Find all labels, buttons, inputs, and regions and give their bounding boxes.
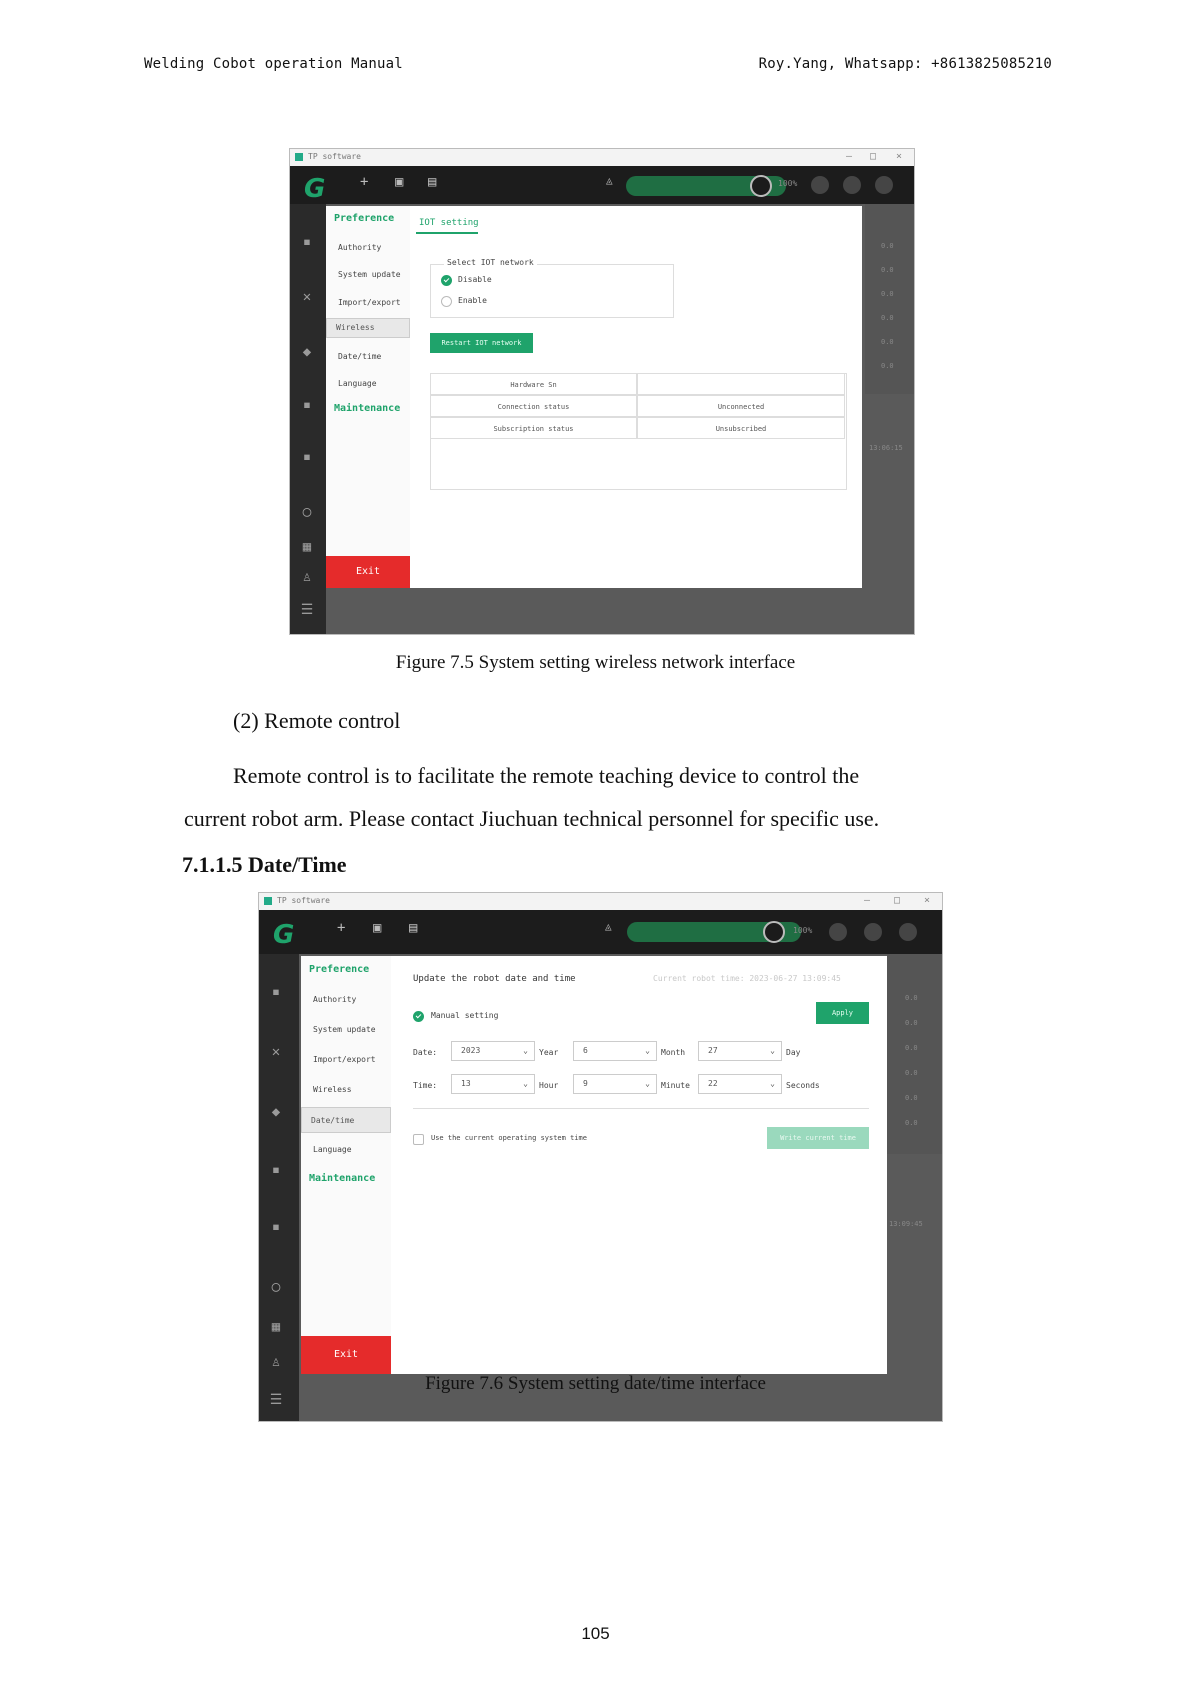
- exit-button[interactable]: Exit: [301, 1336, 391, 1374]
- new-icon[interactable]: +: [360, 174, 369, 190]
- chevron-down-icon: ⌄: [523, 1079, 528, 1088]
- right-value: 0.0: [905, 1019, 918, 1027]
- table-cell: Unconnected: [637, 395, 845, 417]
- tab-iot-setting[interactable]: IOT setting: [419, 218, 479, 228]
- figure-caption: Figure 7.6 System setting date/time interface: [425, 1373, 766, 1394]
- program-icon[interactable]: ▪: [302, 234, 312, 250]
- nav-item-language[interactable]: Language: [338, 379, 377, 388]
- speed-slider-knob[interactable]: [750, 175, 772, 197]
- chevron-down-icon: ⌄: [770, 1046, 775, 1055]
- menu-icon[interactable]: ☰: [300, 602, 314, 618]
- close-icon[interactable]: ×: [923, 895, 930, 906]
- new-icon[interactable]: +: [337, 920, 346, 936]
- right-value: 0.0: [881, 314, 894, 322]
- divider: [413, 1108, 869, 1109]
- run-button[interactable]: [829, 923, 847, 941]
- app-small-logo-icon: [264, 897, 272, 905]
- config-icon[interactable]: ✕: [271, 1044, 281, 1060]
- teach-icon[interactable]: ◆: [302, 344, 312, 360]
- page-number: 105: [581, 1624, 610, 1643]
- log-icon[interactable]: ▪: [302, 449, 312, 465]
- right-value: 0.0: [881, 362, 894, 370]
- top-toolbar: [290, 166, 914, 204]
- settings-dialog: [326, 206, 862, 588]
- date-label: Date:: [413, 1048, 438, 1057]
- user-icon[interactable]: ♙: [271, 1354, 281, 1370]
- nav-heading-preference[interactable]: Preference: [334, 213, 395, 224]
- right-value: 0.0: [905, 1044, 918, 1052]
- day-value: 27: [708, 1046, 718, 1055]
- right-values-column: [887, 954, 942, 1228]
- radio-enable[interactable]: [441, 296, 452, 307]
- paragraph-line: current robot arm. Please contact Jiuchuan technical personnel for specific use.: [184, 806, 880, 831]
- nav-item-date-time[interactable]: Date/time: [338, 352, 382, 361]
- app-small-logo-icon: [295, 153, 303, 161]
- nav-item-authority[interactable]: Authority: [313, 995, 357, 1004]
- radio-disable-label: Disable: [458, 275, 492, 284]
- nav-item-language[interactable]: Language: [313, 1145, 352, 1154]
- settings-nav: [326, 206, 410, 588]
- window-title: TP software: [308, 152, 361, 161]
- second-unit: Seconds: [786, 1081, 820, 1090]
- right-time: 13:06:15: [869, 444, 903, 452]
- day-select[interactable]: [698, 1041, 782, 1061]
- speed-value: 100%: [778, 179, 798, 188]
- minute-value: 9: [583, 1079, 588, 1088]
- radio-disable[interactable]: [441, 275, 452, 286]
- right-value: 0.0: [881, 242, 894, 250]
- speed-slider[interactable]: [627, 922, 801, 942]
- right-value: 0.0: [905, 1094, 918, 1102]
- pause-button[interactable]: [864, 923, 882, 941]
- time-label: Time:: [413, 1081, 438, 1090]
- monitor-icon[interactable]: ▪: [302, 397, 312, 413]
- subheading: (2) Remote control: [233, 708, 401, 733]
- apps-icon[interactable]: ▦: [271, 1319, 281, 1335]
- app-logo-icon: G: [273, 920, 295, 950]
- chevron-down-icon: ⌄: [523, 1046, 528, 1055]
- write-current-time-button[interactable]: Write current time: [767, 1127, 869, 1149]
- nav-item-system-update[interactable]: System update: [313, 1025, 376, 1034]
- datetime-title: Update the robot date and time: [413, 974, 576, 984]
- minute-select[interactable]: [573, 1074, 657, 1094]
- info-icon[interactable]: ◯: [271, 1279, 281, 1295]
- stop-button[interactable]: [899, 923, 917, 941]
- table-cell: [637, 373, 845, 395]
- menu-icon[interactable]: ☰: [269, 1392, 283, 1408]
- hour-select[interactable]: [451, 1074, 535, 1094]
- teach-icon[interactable]: ◆: [271, 1104, 281, 1120]
- user-icon[interactable]: ♙: [302, 569, 312, 585]
- info-icon[interactable]: ◯: [302, 504, 312, 520]
- right-value: 0.0: [881, 266, 894, 274]
- apply-button[interactable]: Apply: [816, 1002, 869, 1024]
- top-toolbar: [259, 910, 942, 954]
- right-value: 0.0: [905, 1119, 918, 1127]
- nav-heading-maintenance[interactable]: Maintenance: [309, 1173, 376, 1184]
- window-title: TP software: [277, 896, 330, 905]
- table-cell: Subscription status: [430, 417, 637, 439]
- nav-item-date-time[interactable]: Date/time: [301, 1107, 391, 1133]
- nav-item-system-update[interactable]: System update: [338, 270, 401, 279]
- save-icon[interactable]: ▤: [428, 174, 437, 190]
- monitor-icon[interactable]: ▪: [271, 1162, 281, 1178]
- save-icon[interactable]: ▤: [409, 920, 418, 936]
- month-unit: Month: [661, 1048, 686, 1057]
- maximize-icon[interactable]: □: [869, 151, 876, 162]
- right-value: 0.0: [881, 290, 894, 298]
- mode-icon[interactable]: ◬: [605, 920, 612, 933]
- chevron-down-icon: ⌄: [770, 1079, 775, 1088]
- exit-button[interactable]: Exit: [326, 556, 410, 588]
- app-logo-icon: G: [304, 174, 326, 204]
- header-left: Welding Cobot operation Manual: [144, 56, 403, 72]
- right-value: 0.0: [881, 338, 894, 346]
- year-unit: Year: [539, 1048, 559, 1057]
- use-system-time-checkbox[interactable]: [413, 1134, 424, 1145]
- use-system-time-label: Use the current operating system time: [431, 1134, 587, 1142]
- radio-enable-label: Enable: [458, 296, 487, 305]
- settings-nav: [301, 956, 391, 1374]
- close-icon[interactable]: ×: [895, 151, 902, 162]
- manual-setting-label: Manual setting: [431, 1011, 499, 1020]
- config-icon[interactable]: ✕: [302, 289, 312, 305]
- nav-item-wireless[interactable]: Wireless: [313, 1085, 352, 1094]
- chevron-down-icon: ⌄: [645, 1046, 650, 1055]
- maximize-icon[interactable]: □: [893, 895, 900, 906]
- open-icon[interactable]: ▣: [373, 920, 382, 936]
- apps-icon[interactable]: ▦: [302, 539, 312, 555]
- month-select[interactable]: [573, 1041, 657, 1061]
- open-icon[interactable]: ▣: [395, 174, 404, 190]
- restart-iot-button[interactable]: Restart IOT network: [430, 333, 533, 353]
- group-title: Select IOT network: [444, 258, 537, 267]
- hour-value: 13: [461, 1079, 471, 1088]
- table-cell: Unsubscribed: [637, 417, 845, 439]
- day-unit: Day: [786, 1048, 801, 1057]
- iot-network-group: [430, 264, 674, 318]
- year-value: 2023: [461, 1046, 481, 1055]
- tab-underline: [416, 232, 478, 234]
- speed-slider-knob[interactable]: [763, 921, 785, 943]
- minimize-icon[interactable]: –: [863, 895, 870, 906]
- settings-dialog: [301, 956, 887, 1374]
- second-value: 22: [708, 1079, 718, 1088]
- figure-wireless-screenshot: [289, 148, 915, 635]
- left-sidebar: [259, 954, 299, 1421]
- table-cell: Connection status: [430, 395, 637, 417]
- month-value: 6: [583, 1046, 588, 1055]
- figure-datetime-screenshot: [258, 892, 943, 1422]
- nav-heading-maintenance[interactable]: Maintenance: [334, 403, 401, 414]
- stop-button[interactable]: [875, 176, 893, 194]
- minute-unit: Minute: [661, 1081, 690, 1090]
- paragraph-line: Remote control is to facilitate the remote teaching device to control the: [233, 763, 860, 788]
- figure-caption: Figure 7.5 System setting wireless network interface: [395, 652, 796, 673]
- log-icon[interactable]: ▪: [271, 1219, 281, 1235]
- speed-slider[interactable]: [626, 176, 786, 196]
- window-titlebar: [290, 149, 914, 166]
- mode-icon[interactable]: ◬: [606, 174, 613, 187]
- nav-item-import-export[interactable]: Import/export: [338, 298, 401, 307]
- table-cell: Hardware Sn: [430, 373, 637, 395]
- chevron-down-icon: ⌄: [645, 1079, 650, 1088]
- right-time: 13:09:45: [889, 1220, 923, 1228]
- program-icon[interactable]: ▪: [271, 984, 281, 1000]
- header-right: Roy.Yang, Whatsapp: +8613825085210: [758, 56, 1052, 72]
- pause-button[interactable]: [843, 176, 861, 194]
- second-select[interactable]: [698, 1074, 782, 1094]
- hour-unit: Hour: [539, 1081, 559, 1090]
- nav-item-wireless[interactable]: Wireless: [326, 318, 410, 338]
- left-sidebar: [290, 204, 326, 634]
- nav-item-import-export[interactable]: Import/export: [313, 1055, 376, 1064]
- right-value: 0.0: [905, 994, 918, 1002]
- speed-value: 100%: [793, 926, 813, 935]
- right-value: 0.0: [905, 1069, 918, 1077]
- section-heading: 7.1.1.5 Date/Time: [182, 852, 347, 877]
- nav-heading-preference[interactable]: Preference: [309, 964, 370, 975]
- nav-item-authority[interactable]: Authority: [338, 243, 382, 252]
- window-titlebar: [259, 893, 942, 910]
- run-button[interactable]: [811, 176, 829, 194]
- right-values-column: [865, 204, 914, 452]
- minimize-icon[interactable]: –: [845, 151, 852, 162]
- current-robot-time: Current robot time: 2023-06-27 13:09:45: [653, 974, 841, 983]
- year-select[interactable]: [451, 1041, 535, 1061]
- manual-setting-radio[interactable]: [413, 1011, 424, 1022]
